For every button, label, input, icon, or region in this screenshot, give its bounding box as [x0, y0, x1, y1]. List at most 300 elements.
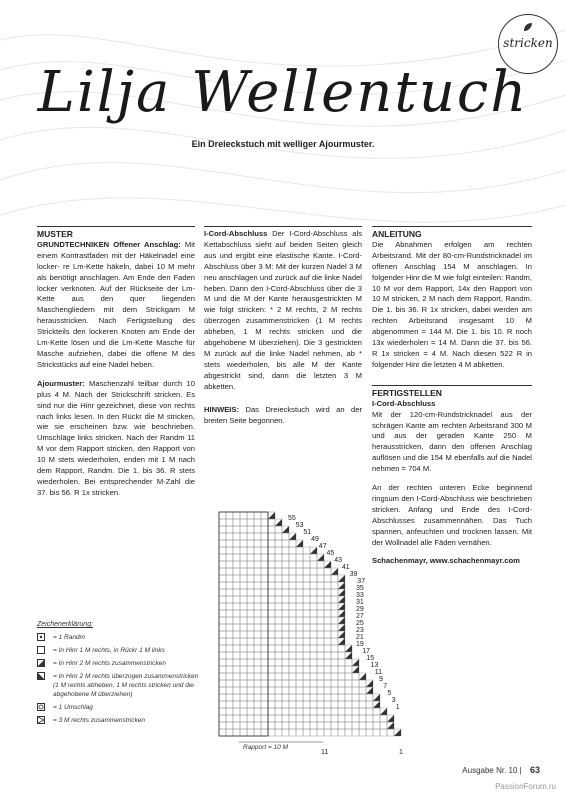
chart-cell: [275, 561, 282, 568]
chart-cell: [268, 526, 275, 533]
chart-cell: [219, 512, 226, 519]
chart-cell: [331, 652, 338, 659]
paragraph-icord-finish: An der rechten unteren Ecke beginnend ringsum den I-Cord-Abschluss wie beschrieben stricken. Anfang und Ende des I-Cord-Abschlusses zusammennähen. Das Tuch spannen, anfeuchten und trocknen lassen. Mit der Wollnadel alle Fäden vernähen.: [372, 483, 532, 547]
chart-cell: [303, 652, 310, 659]
chart-cell: [331, 645, 338, 652]
chart-cell: [254, 617, 261, 624]
chart-cell: [268, 617, 275, 624]
chart-cell: [254, 568, 261, 575]
row-number-label: 43: [334, 557, 342, 564]
chart-cell: [303, 729, 310, 736]
chart-cell: [261, 659, 268, 666]
row-number-label: 11: [374, 669, 383, 676]
chart-cell: [233, 540, 240, 547]
chart-cell: [317, 617, 324, 624]
chart-cell: [324, 680, 331, 687]
chart-cell: [296, 561, 303, 568]
chart-cell: [317, 708, 324, 715]
chart-cell: [331, 659, 338, 666]
chart-cell: [345, 687, 352, 694]
chart-cell: [261, 701, 268, 708]
chart-cell: [275, 547, 282, 554]
chart-cell: [289, 582, 296, 589]
chart-cell: [233, 694, 240, 701]
chart-cell: [247, 694, 254, 701]
chart-cell: [240, 701, 247, 708]
chart-cell: [338, 666, 345, 673]
chart-cell: [310, 554, 317, 561]
chart-cell: [247, 617, 254, 624]
decrease-mark: [387, 722, 394, 729]
chart-cell: [331, 631, 338, 638]
chart-cell: [338, 680, 345, 687]
chart-cell: [275, 687, 282, 694]
chart-cell: [324, 575, 331, 582]
chart-cell: [282, 596, 289, 603]
chart-cell: [331, 624, 338, 631]
chart-cell: [317, 694, 324, 701]
chart-cell: [296, 554, 303, 561]
chart-cell: [310, 680, 317, 687]
chart-cell: [254, 624, 261, 631]
chart-cell: [366, 708, 373, 715]
chart-cell: [268, 533, 275, 540]
chart-cell: [317, 631, 324, 638]
chart-cell: [240, 729, 247, 736]
chart-cell: [282, 547, 289, 554]
chart-cell: [268, 561, 275, 568]
chart-cell: [226, 617, 233, 624]
chart-cell: [275, 540, 282, 547]
chart-cell: [226, 638, 233, 645]
chart-cell: [324, 694, 331, 701]
chart-cell: [275, 603, 282, 610]
chart-cell: [247, 638, 254, 645]
chart-cell: [310, 624, 317, 631]
chart-cell: [310, 708, 317, 715]
chart-cell: [331, 701, 338, 708]
chart-cell: [352, 708, 359, 715]
chart-cell: [289, 645, 296, 652]
row-number-label: 25: [356, 620, 364, 627]
chart-cell: [289, 617, 296, 624]
decrease-mark: [373, 694, 380, 701]
chart-cell: [254, 708, 261, 715]
chart-cell: [303, 575, 310, 582]
chart-cell: [219, 624, 226, 631]
chart-cell: [310, 582, 317, 589]
chart-cell: [317, 722, 324, 729]
chart-cell: [345, 659, 352, 666]
chart-cell: [331, 708, 338, 715]
bottom-label-1: 1: [399, 749, 403, 756]
chart-cell: [303, 568, 310, 575]
chart-cell: [233, 561, 240, 568]
chart-cell: [233, 512, 240, 519]
legend-item: = In Hinr 2 M rechts zusammenstricken: [37, 659, 203, 668]
chart-cell: [254, 729, 261, 736]
paragraph-icord: I-Cord-Abschluss Der I-Cord-Abschluss als Kettabschluss sieht auf beiden Seiten gleich aus und ergibt eine elastische Kante. I-Cord-Abschluss über 3 M: Mit der kurzen Nadel 3 M neu anschlagen und zurück auf die linke Nadel heben. Dann den I-Cord-Abschluss über die 3 M und die M der Kante herausgestrickten M wie folgt stricken: * 2 M rechts, 2 M rechts überzogen zusammenstricken (1 M rechts abheben, 1 M rechts stricken und die abgehobene M überziehen). Die 3 gestrickten M zurück auf die linke Nadel nehmen, ab * stets wiederholen, bis alle M der Kante abgestrickt sind, dann die letzten 3 M abketten.: [204, 229, 362, 391]
chart-cell: [240, 722, 247, 729]
chart-cell: [233, 526, 240, 533]
chart-cell: [226, 680, 233, 687]
chart-cell: [303, 701, 310, 708]
chart-cell: [275, 638, 282, 645]
chart-cell: [268, 582, 275, 589]
chart-cell: [282, 652, 289, 659]
chart-cell: [324, 708, 331, 715]
chart-cell: [296, 624, 303, 631]
chart-cell: [268, 519, 275, 526]
chart-cell: [303, 694, 310, 701]
page-subtitle: Ein Dreieckstuch mit welliger Ajourmuster.: [191, 139, 375, 149]
decrease-mark: [338, 610, 345, 617]
chart-cell: [233, 547, 240, 554]
chart-cell: [303, 715, 310, 722]
chart-cell: [261, 540, 268, 547]
row-number-label: 3: [391, 697, 396, 704]
chart-cell: [254, 715, 261, 722]
chart-cell: [219, 554, 226, 561]
chart-cell: [331, 680, 338, 687]
decrease-mark: [268, 512, 275, 519]
chart-cell: [247, 589, 254, 596]
chart-cell: [310, 596, 317, 603]
chart-cell: [275, 526, 282, 533]
chart-cell: [310, 666, 317, 673]
chart-cell: [233, 519, 240, 526]
chart-cell: [317, 638, 324, 645]
chart-cell: [233, 652, 240, 659]
paragraph-ajourmuster: Ajourmuster: Maschenzahl teilbar durch 10 plus 4 M. Nach der Strickschrift stricken. Es sind nur die Hinr gezeichnet, diese von rechts nach links lesen. In den Rückr die M stricken, wie sie erscheinen bzw. wie beschrieben. Umschläge links stricken. Nach der Randm 11 M vor dem Rapport stricken, den Rapport von 10 M stets wiederholen, enden mit 1 M nach dem Rapport, Randm. Die 1. bis 36. R stets wiederholen. Bei entsprechender M-Zahl die 37. bis 56. R 1x stricken.: [37, 378, 195, 497]
chart-cell: [268, 610, 275, 617]
chart-cell: [282, 680, 289, 687]
issue-label: Ausgabe Nr. 10: [462, 766, 518, 775]
chart-cell: [247, 722, 254, 729]
chart-cell: [240, 596, 247, 603]
chart-cell: [324, 652, 331, 659]
chart-cell: [310, 568, 317, 575]
chart-cell: [219, 582, 226, 589]
chart-cell: [261, 603, 268, 610]
chart-cell: [324, 722, 331, 729]
chart-cell: [331, 666, 338, 673]
row-number-label: 27: [356, 613, 364, 620]
chart-cell: [226, 610, 233, 617]
chart-cell: [261, 708, 268, 715]
decrease-mark: [310, 547, 317, 554]
chart-cell: [282, 603, 289, 610]
chart-cell: [261, 652, 268, 659]
chart-cell: [317, 568, 324, 575]
chart-cell: [226, 575, 233, 582]
chart-cell: [282, 568, 289, 575]
column-icord: [204, 226, 362, 426]
chart-cell: [366, 694, 373, 701]
chart-cell: [247, 547, 254, 554]
chart-cell: [275, 715, 282, 722]
background-wave-decoration: [0, 0, 566, 260]
legend: [37, 620, 203, 729]
chart-cell: [352, 715, 359, 722]
chart-cell: [345, 673, 352, 680]
chart-cell: [331, 729, 338, 736]
sub-heading: I-Cord-Abschluss: [372, 398, 436, 408]
chart-cell: [331, 694, 338, 701]
chart-cell: [226, 589, 233, 596]
chart-cell: [219, 652, 226, 659]
chart-cell: [275, 645, 282, 652]
chart-cell: [226, 645, 233, 652]
chart-cell: [345, 680, 352, 687]
chart-cell: [289, 687, 296, 694]
chart-cell: [338, 729, 345, 736]
chart-cell: [233, 554, 240, 561]
chart-cell: [247, 554, 254, 561]
chart-cell: [226, 708, 233, 715]
chart-cell: [324, 715, 331, 722]
chart-cell: [275, 694, 282, 701]
chart-cell: [254, 512, 261, 519]
chart-cell: [240, 519, 247, 526]
chart-cell: [240, 659, 247, 666]
chart-cell: [240, 603, 247, 610]
chart-cell: [282, 645, 289, 652]
chart-cell: [268, 673, 275, 680]
chart-cell: [317, 645, 324, 652]
knitting-chart: [215, 510, 415, 760]
chart-cell: [324, 673, 331, 680]
row-number-label: 37: [357, 578, 366, 585]
chart-cell: [268, 708, 275, 715]
chart-cell: [324, 596, 331, 603]
chart-cell: [275, 624, 282, 631]
chart-cell: [233, 645, 240, 652]
chart-cell: [219, 666, 226, 673]
chart-cell: [289, 561, 296, 568]
chart-cell: [289, 722, 296, 729]
chart-cell: [282, 540, 289, 547]
chart-cell: [247, 708, 254, 715]
chart-cell: [282, 631, 289, 638]
chart-cell: [261, 554, 268, 561]
chart-cell: [289, 659, 296, 666]
chart-cell: [226, 701, 233, 708]
chart-cell: [233, 729, 240, 736]
chart-cell: [296, 652, 303, 659]
chart-cell: [352, 694, 359, 701]
section-heading: ANLEITUNG: [372, 229, 422, 239]
decrease-mark: [338, 596, 345, 603]
chart-cell: [310, 652, 317, 659]
chart-cell: [282, 729, 289, 736]
chart-cell: [233, 603, 240, 610]
chart-cell: [296, 659, 303, 666]
chart-cell: [226, 533, 233, 540]
chart-cell: [261, 680, 268, 687]
chart-cell: [275, 554, 282, 561]
chart-cell: [261, 694, 268, 701]
chart-cell: [261, 561, 268, 568]
chart-cell: [359, 715, 366, 722]
chart-cell: [331, 582, 338, 589]
chart-cell: [303, 638, 310, 645]
chart-cell: [359, 722, 366, 729]
chart-cell: [247, 715, 254, 722]
chart-cell: [240, 526, 247, 533]
chart-cell: [317, 659, 324, 666]
chart-cell: [310, 638, 317, 645]
chart-cell: [359, 680, 366, 687]
chart-cell: [338, 645, 345, 652]
chart-cell: [219, 694, 226, 701]
chart-cell: [282, 708, 289, 715]
chart-cell: [233, 568, 240, 575]
chart-cell: [226, 540, 233, 547]
chart-cell: [254, 547, 261, 554]
divider: [372, 226, 532, 227]
chart-cell: [268, 694, 275, 701]
row-number-label: 35: [356, 585, 364, 592]
row-number-label: 5: [387, 690, 392, 697]
chart-cell: [254, 652, 261, 659]
chart-cell: [366, 722, 373, 729]
chart-cell: [226, 652, 233, 659]
chart-cell: [219, 673, 226, 680]
chart-cell: [275, 582, 282, 589]
chart-cell: [219, 617, 226, 624]
chart-cell: [226, 729, 233, 736]
leaf-icon: [523, 22, 533, 32]
chart-cell: [240, 512, 247, 519]
row-number-label: 47: [318, 543, 327, 550]
decrease-mark: [338, 603, 345, 610]
chart-cell: [240, 666, 247, 673]
row-number-label: 41: [341, 564, 350, 571]
chart-cell: [317, 582, 324, 589]
chart-cell: [226, 722, 233, 729]
chart-cell: [247, 519, 254, 526]
chart-cell: [303, 561, 310, 568]
chart-cell: [345, 722, 352, 729]
chart-cell: [233, 638, 240, 645]
chart-cell: [233, 715, 240, 722]
chart-cell: [247, 680, 254, 687]
chart-cell: [317, 624, 324, 631]
chart-cell: [352, 729, 359, 736]
chart-cell: [247, 729, 254, 736]
chart-cell: [219, 645, 226, 652]
chart-cell: [282, 722, 289, 729]
chart-cell: [296, 617, 303, 624]
row-number-label: 45: [326, 550, 335, 557]
chart-cell: [240, 652, 247, 659]
chart-cell: [387, 729, 394, 736]
chart-cell: [303, 547, 310, 554]
chart-cell: [310, 701, 317, 708]
chart-cell: [331, 603, 338, 610]
chart-cell: [289, 680, 296, 687]
chart-cell: [254, 582, 261, 589]
chart-cell: [303, 631, 310, 638]
chart-cell: [324, 659, 331, 666]
chart-cell: [219, 708, 226, 715]
chart-cell: [275, 722, 282, 729]
chart-cell: [275, 589, 282, 596]
chart-cell: [317, 666, 324, 673]
chart-cell: [240, 582, 247, 589]
decrease-mark: [331, 568, 338, 575]
chart-cell: [317, 715, 324, 722]
chart-cell: [219, 610, 226, 617]
row-number-label: 31: [356, 599, 364, 606]
chart-cell: [247, 512, 254, 519]
chart-cell: [275, 729, 282, 736]
chart-cell: [310, 589, 317, 596]
chart-cell: [310, 603, 317, 610]
chart-cell: [303, 596, 310, 603]
chart-cell: [296, 603, 303, 610]
chart-cell: [247, 526, 254, 533]
chart-cell: [317, 561, 324, 568]
chart-cell: [261, 575, 268, 582]
chart-cell: [226, 624, 233, 631]
chart-cell: [296, 687, 303, 694]
chart-cell: [254, 540, 261, 547]
chart-cell: [268, 631, 275, 638]
chart-cell: [233, 722, 240, 729]
chart-cell: [275, 533, 282, 540]
chart-cell: [282, 582, 289, 589]
chart-cell: [254, 610, 261, 617]
chart-cell: [268, 575, 275, 582]
chart-cell: [282, 589, 289, 596]
chart-cell: [359, 708, 366, 715]
chart-cell: [289, 631, 296, 638]
chart-cell: [268, 729, 275, 736]
row-number-label: 51: [303, 529, 312, 536]
chart-cell: [261, 729, 268, 736]
chart-cell: [254, 596, 261, 603]
chart-cell: [317, 610, 324, 617]
chart-cell: [233, 596, 240, 603]
decrease-mark: [338, 638, 345, 645]
chart-cell: [219, 526, 226, 533]
chart-cell: [268, 652, 275, 659]
chart-cell: [240, 715, 247, 722]
chart-cell: [247, 568, 254, 575]
chart-cell: [310, 561, 317, 568]
chart-cell: [282, 533, 289, 540]
chart-cell: [352, 687, 359, 694]
chart-cell: [233, 701, 240, 708]
chart-cell: [289, 603, 296, 610]
divider: [37, 226, 195, 227]
chart-cell: [219, 589, 226, 596]
chart-cell: [338, 687, 345, 694]
chart-cell: [233, 680, 240, 687]
chart-cell: [324, 617, 331, 624]
chart-cell: [296, 701, 303, 708]
chart-cell: [275, 652, 282, 659]
chart-cell: [289, 540, 296, 547]
chart-cell: [324, 666, 331, 673]
decrease-mark: [359, 673, 366, 680]
row-number-label: 29: [356, 606, 364, 613]
chart-cell: [219, 729, 226, 736]
row-number-label: 13: [370, 662, 379, 669]
chart-cell: [310, 729, 317, 736]
